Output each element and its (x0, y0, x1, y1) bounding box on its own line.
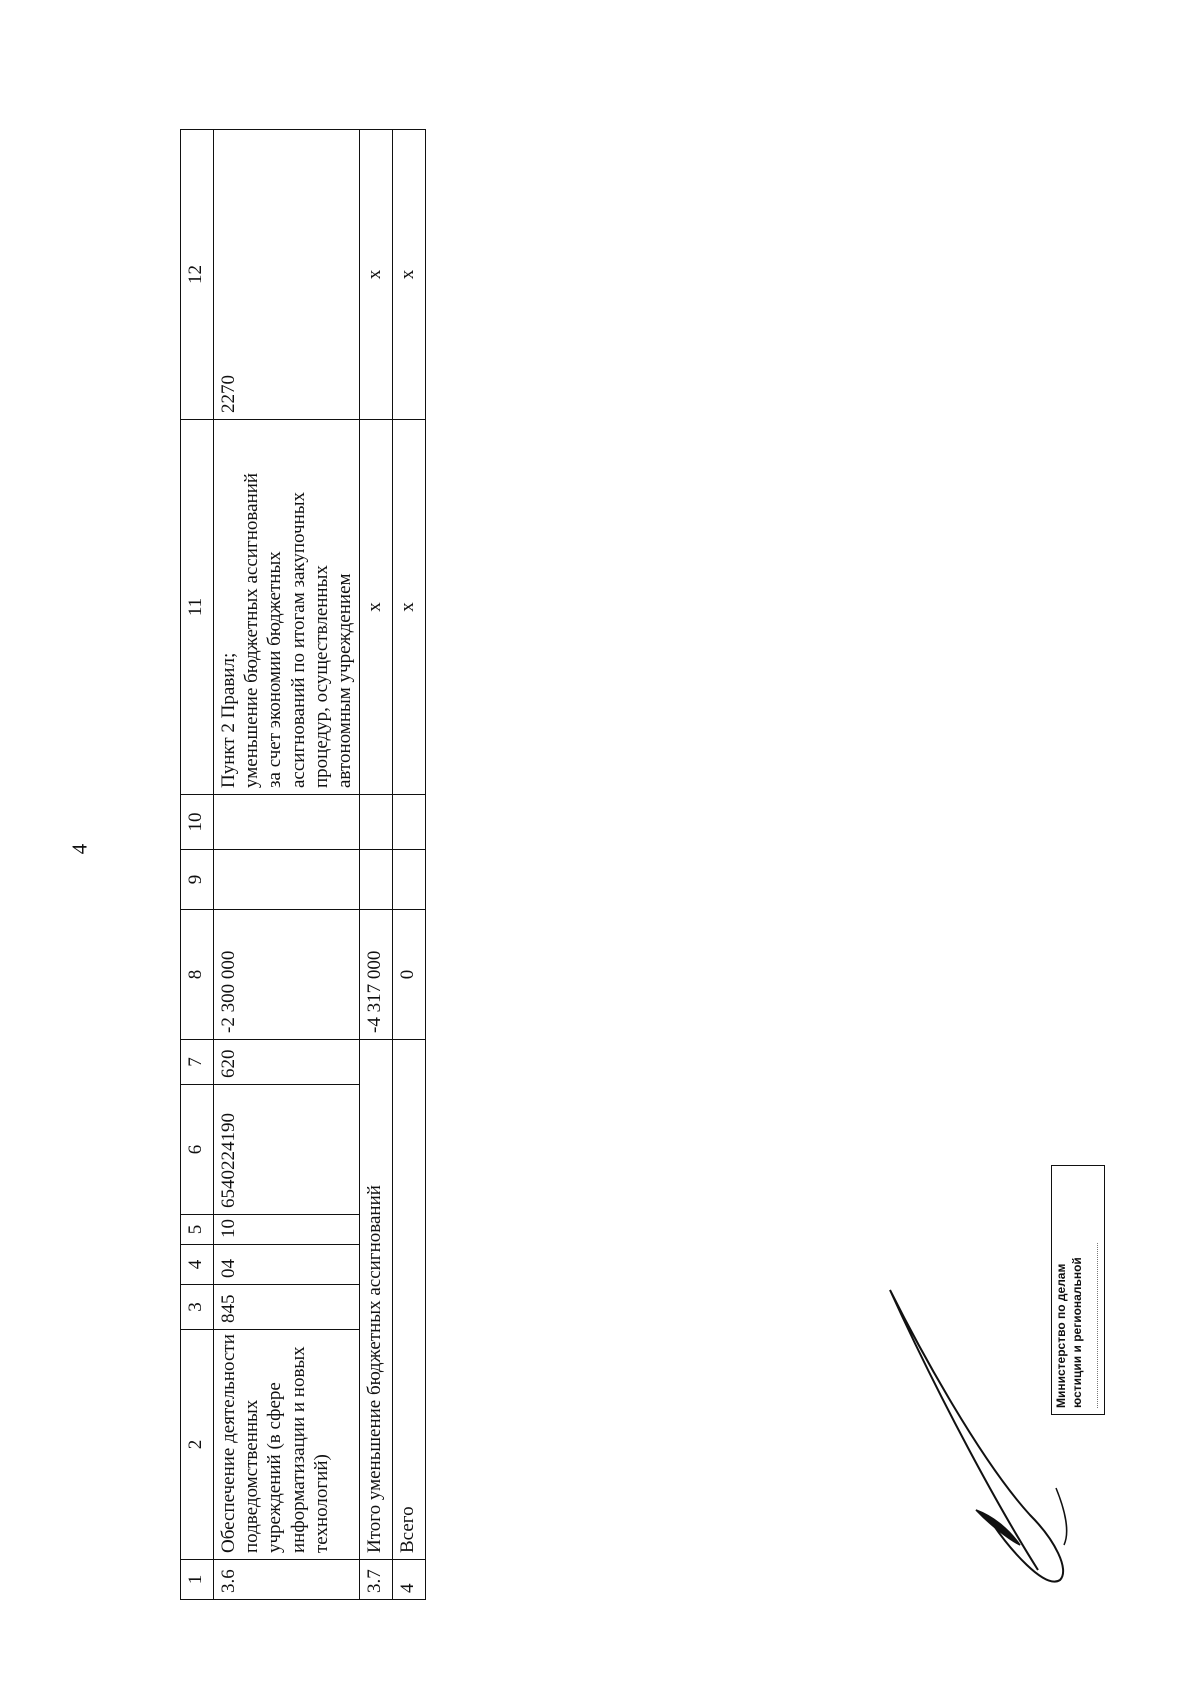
subsection-code-cell: 10 (214, 1215, 360, 1245)
header-cell: 9 (181, 850, 214, 910)
header-cell: 7 (181, 1040, 214, 1085)
empty-cell (360, 795, 393, 850)
row-number: 3.7 (360, 1560, 393, 1600)
basis-line: автономным учреждением (333, 573, 355, 788)
stamp-illegible-line (1087, 1243, 1098, 1408)
table-row-4 (393, 130, 426, 1600)
x-mark-cell: х (360, 420, 393, 795)
row-number: 3.6 (214, 1560, 360, 1600)
budget-table-container (180, 130, 460, 1600)
page-number: 4 (67, 843, 92, 855)
item-name-line: Обеспечение деятельности (218, 1334, 239, 1553)
grand-total-amount: 0 (393, 910, 426, 1040)
empty-cell (214, 850, 360, 910)
header-cell: 2 (181, 1330, 214, 1560)
header-cell: 4 (181, 1245, 214, 1285)
header-cell: 12 (181, 130, 214, 420)
empty-cell (214, 795, 360, 850)
expense-type-cell: 620 (214, 1040, 360, 1085)
table-row-3-7 (360, 130, 393, 1600)
total-decrease-amount: -4 317 000 (360, 910, 393, 1040)
empty-cell (393, 850, 426, 910)
basis-line: ассигнований по итогам закупочных (287, 491, 309, 788)
empty-cell (360, 850, 393, 910)
x-mark-cell: х (393, 420, 426, 795)
item-name-line: учреждений (в сфере (264, 1382, 286, 1553)
row-number: 4 (393, 1560, 426, 1600)
stamp-line: юстиции и региональной (1069, 1257, 1084, 1408)
stamp-line: Министерство по делам (1054, 1263, 1068, 1408)
section-code-cell: 04 (214, 1245, 360, 1285)
basis-line: за счет экономии бюджетных (264, 551, 286, 788)
item-name-cell (214, 1330, 360, 1560)
x-mark-cell: х (360, 130, 393, 420)
header-cell: 3 (181, 1285, 214, 1330)
item-name-line: технологий) (310, 1454, 332, 1553)
budget-allocation-table (180, 129, 426, 1600)
header-cell: 10 (181, 795, 214, 850)
empty-cell (393, 795, 426, 850)
amount-cell: -2 300 000 (214, 910, 360, 1040)
basis-line: уменьшение бюджетных ассигнований (241, 472, 263, 788)
header-cell: 6 (181, 1085, 214, 1215)
table-row-3-6 (214, 130, 360, 1600)
signature-mark (880, 1270, 1080, 1590)
header-cell: 1 (181, 1560, 214, 1600)
header-cell: 11 (181, 420, 214, 795)
item-name-line: информатизации и новых (287, 1346, 309, 1553)
target-article-cell: 6540224190 (214, 1085, 360, 1215)
item-name-line: подведомственных (241, 1399, 263, 1553)
grand-total-label: Всего (393, 1040, 426, 1560)
header-cell: 8 (181, 910, 214, 1040)
table-header-row (181, 130, 214, 1600)
header-cell: 5 (181, 1215, 214, 1245)
ministry-code-cell: 845 (214, 1285, 360, 1330)
basis-cell (214, 420, 360, 795)
x-mark-cell: х (393, 130, 426, 420)
total-decrease-label: Итого уменьшение бюджетных ассигнований (360, 1040, 393, 1560)
code-cell: 2270 (214, 130, 360, 420)
basis-line: процедур, осуществленных (310, 565, 332, 788)
basis-line: Пункт 2 Правил; (218, 652, 239, 788)
